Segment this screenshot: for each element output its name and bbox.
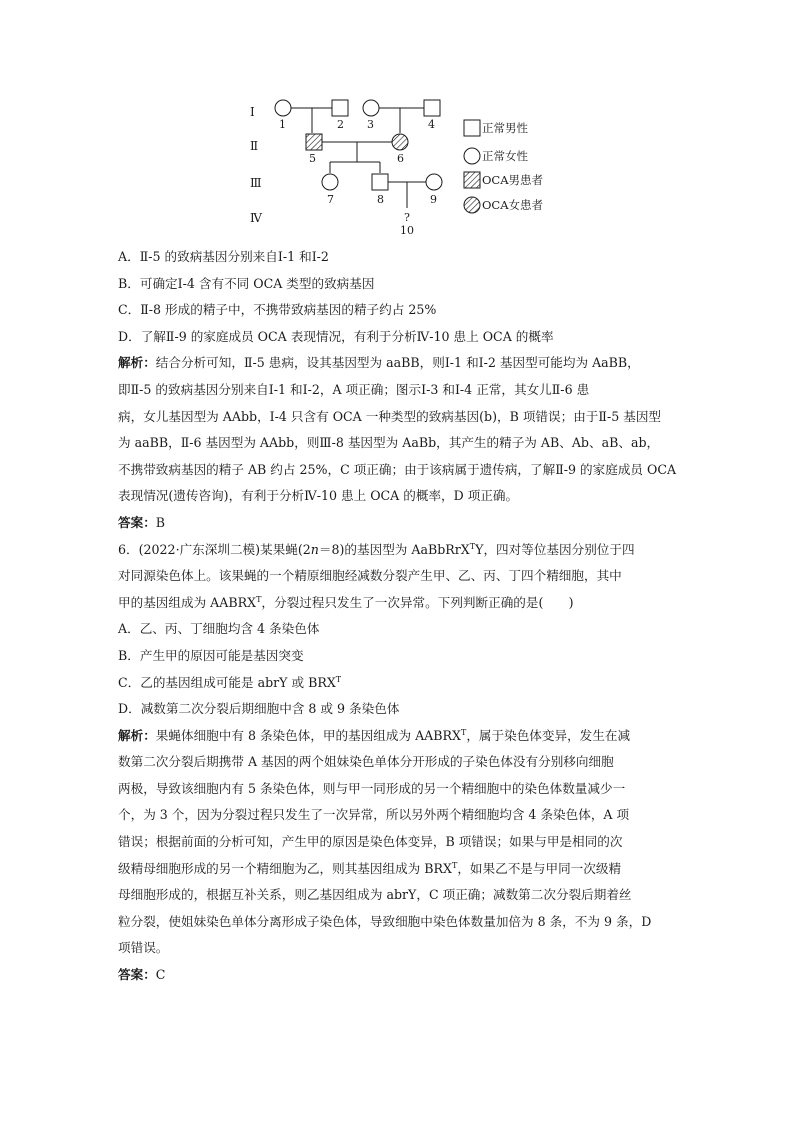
superscript: T <box>469 541 476 551</box>
q6-analysis-line: 项错误。 <box>118 940 169 956</box>
individual-number: 5 <box>309 152 316 165</box>
q6-stem-line <box>118 590 698 617</box>
answer-value: B <box>155 514 166 530</box>
generation-label: Ⅱ <box>250 139 259 153</box>
individual-1-normal-female <box>275 100 291 116</box>
analysis-label: 解析： <box>118 355 156 371</box>
individual-number: 9 <box>430 193 437 206</box>
analysis-text: ，属于染色体变异，发生在减 <box>466 727 631 743</box>
q6-analysis-line: 错误；根据前面的分析可知，产生甲的原因是染色体变异，B 项错误；如果与甲是相同的次 <box>118 834 623 850</box>
q5-analysis-line: 为 aaBB，Ⅱ-6 基因型为 AAbb，则Ⅲ-8 基因型为 AaBb，其产生的精子为 AB、Ab、aB、ab， <box>118 435 660 451</box>
legend-affected-female-label: OCA女患者 <box>482 198 544 212</box>
generation-label: Ⅲ <box>250 176 262 190</box>
q6-stem-line: 对同源染色体上。该果蝇的一个精原细胞经减数分裂产生甲、乙、丙、丁四个精细胞，其中 <box>118 568 622 584</box>
q5-option-c: C．Ⅱ-8 形成的精子中，不携带致病基因的精子约占 25% <box>118 302 437 318</box>
individual-7-normal-female <box>322 174 338 190</box>
individual-3-normal-female <box>363 100 379 116</box>
q5-analysis-line: 不携带致病基因的精子 AB 约占 25%，C 项正确；由于该病属于遗传病，了解Ⅱ-9 的家庭成员 OCA <box>118 461 677 477</box>
individual-6-affected-female <box>392 134 408 150</box>
q5-analysis-line <box>118 350 698 377</box>
legend-normal-male-symbol <box>464 120 480 136</box>
q6-answer <box>118 962 698 989</box>
q6-stem-line <box>118 537 698 564</box>
analysis-label: 解析： <box>118 727 156 743</box>
q6-stem-text: ＝8)的基因型为 AaBbRrX <box>318 541 470 557</box>
q6-stem-text: 6．(2022·广东深圳二模)某果蝇(2 <box>118 541 311 557</box>
answer-value: C <box>155 967 166 983</box>
q6-stem-italic-n: n <box>310 541 319 557</box>
superscript: T <box>256 594 262 604</box>
individual-number: 7 <box>327 193 334 206</box>
q6-analysis-line: 个，为 3 个，因为分裂过程只发生了一次异常，所以另外两个精细胞均含 4 条染色体，A 项 <box>118 807 630 823</box>
document-body <box>118 244 698 989</box>
analysis-text: 结合分析可知，Ⅱ-5 患病，设其基因型为 aaBB，则Ⅰ-1 和Ⅰ-2 基因型可能均为 AaBB， <box>155 355 640 371</box>
superscript: T <box>460 727 467 737</box>
answer-label: 答案： <box>118 514 156 530</box>
q5-answer <box>118 510 698 537</box>
q5-option-d: D．了解Ⅱ-9 的家庭成员 OCA 表现情况，有利于分析Ⅳ-10 患上 OCA 的概率 <box>118 328 554 344</box>
q6-stem-text: 甲的基因组成为 AABRX <box>118 594 257 610</box>
individual-number: 10 <box>400 224 414 237</box>
q6-analysis-line <box>118 856 698 883</box>
q5-option-a: A．Ⅱ-5 的致病基因分别来自Ⅰ-1 和Ⅰ-2 <box>118 249 329 264</box>
answer-label: 答案： <box>118 967 156 983</box>
q6-stem-text: ，分裂过程只发生了一次异常。下列判断正确的是( ) <box>261 594 574 610</box>
q6-analysis-line: 粒分裂，使姐妹染色单体分离形成子染色体，导致细胞中染色体数量加倍为 8 条，不为 9 条，D <box>118 913 652 929</box>
individual-number: 3 <box>367 118 374 131</box>
q6-analysis-line: 两极，导致该细胞内有 5 条染色体，则与甲一同形成的另一个精细胞中的染色体数量减少一 <box>118 780 626 796</box>
individual-number: 6 <box>397 152 404 165</box>
individual-number: 2 <box>337 118 344 131</box>
analysis-text: 级精母细胞形成的另一个精细胞为乙，则其基因组成为 BRX <box>118 860 452 876</box>
individual-8-normal-male <box>372 174 388 190</box>
legend-affected-male-symbol <box>464 172 480 188</box>
legend-affected-female-symbol <box>464 197 480 213</box>
legend-normal-female-label: 正常女性 <box>482 149 528 163</box>
q5-option-b: B．可确定Ⅰ-4 含有不同 OCA 类型的致病基因 <box>118 275 375 291</box>
individual-unknown-mark: ? <box>404 211 410 224</box>
individual-number: 8 <box>377 193 384 206</box>
q6-option-a: A．乙、丙、丁细胞均含 4 条染色体 <box>118 621 320 637</box>
individual-2-normal-male <box>332 100 348 116</box>
q6-analysis-line <box>118 723 698 750</box>
q6-option-d: D．减数第二次分裂后期细胞中含 8 或 9 条染色体 <box>118 701 400 717</box>
q6-option-c <box>118 670 698 697</box>
q6-stem-text: Y，四对等位基因分别位于四 <box>475 541 635 557</box>
individual-4-normal-male <box>424 100 440 116</box>
superscript: T <box>335 674 342 684</box>
analysis-text: ，如果乙不是与甲同一次级精 <box>457 860 622 876</box>
generation-label: Ⅰ <box>250 105 255 119</box>
superscript: T <box>451 860 458 870</box>
q6-analysis-line: 母细胞形成的，根据互补关系，则乙基因组成为 abrY，C 项正确；减数第二次分裂后期着丝 <box>118 887 632 903</box>
individual-number: 4 <box>428 118 435 131</box>
q5-analysis-line: 病，女儿基因型为 AAbb，Ⅰ-4 只含有 OCA 一种类型的致病基因(b)，B 项错误；由于Ⅱ-5 基因型 <box>118 408 662 424</box>
q5-analysis-line: 即Ⅱ-5 的致病基因分别来自Ⅰ-1 和Ⅰ-2，A 项正确；图示Ⅰ-3 和Ⅰ-4 正常，其女儿Ⅱ-6 患 <box>118 381 590 397</box>
legend-normal-male-label: 正常男性 <box>482 121 528 135</box>
individual-9-normal-female <box>426 174 442 190</box>
pedigree-diagram <box>240 90 570 240</box>
individual-5-affected-male <box>306 134 322 150</box>
individual-number: 1 <box>279 118 286 131</box>
pedigree-legend <box>464 120 543 213</box>
q6-analysis-line: 数第二次分裂后期携带 A 基因的两个姐妹染色单体分开形成的子染色体没有分别移向细胞 <box>118 754 614 770</box>
analysis-text: 果蝇体细胞中有 8 条染色体，甲的基因组成为 AABRX <box>155 727 461 743</box>
legend-normal-female-symbol <box>464 148 480 164</box>
q6-option-b: B．产生甲的原因可能是基因突变 <box>118 647 304 663</box>
generation-label: Ⅳ <box>250 211 262 225</box>
legend-affected-male-label: OCA男患者 <box>482 173 544 187</box>
option-text: C．乙的基因组成可能是 abrY 或 BRX <box>118 674 336 690</box>
q5-analysis-line: 表现情况(遗传咨询)，有利于分析Ⅳ-10 患上 OCA 的概率，D 项正确。 <box>118 488 519 504</box>
